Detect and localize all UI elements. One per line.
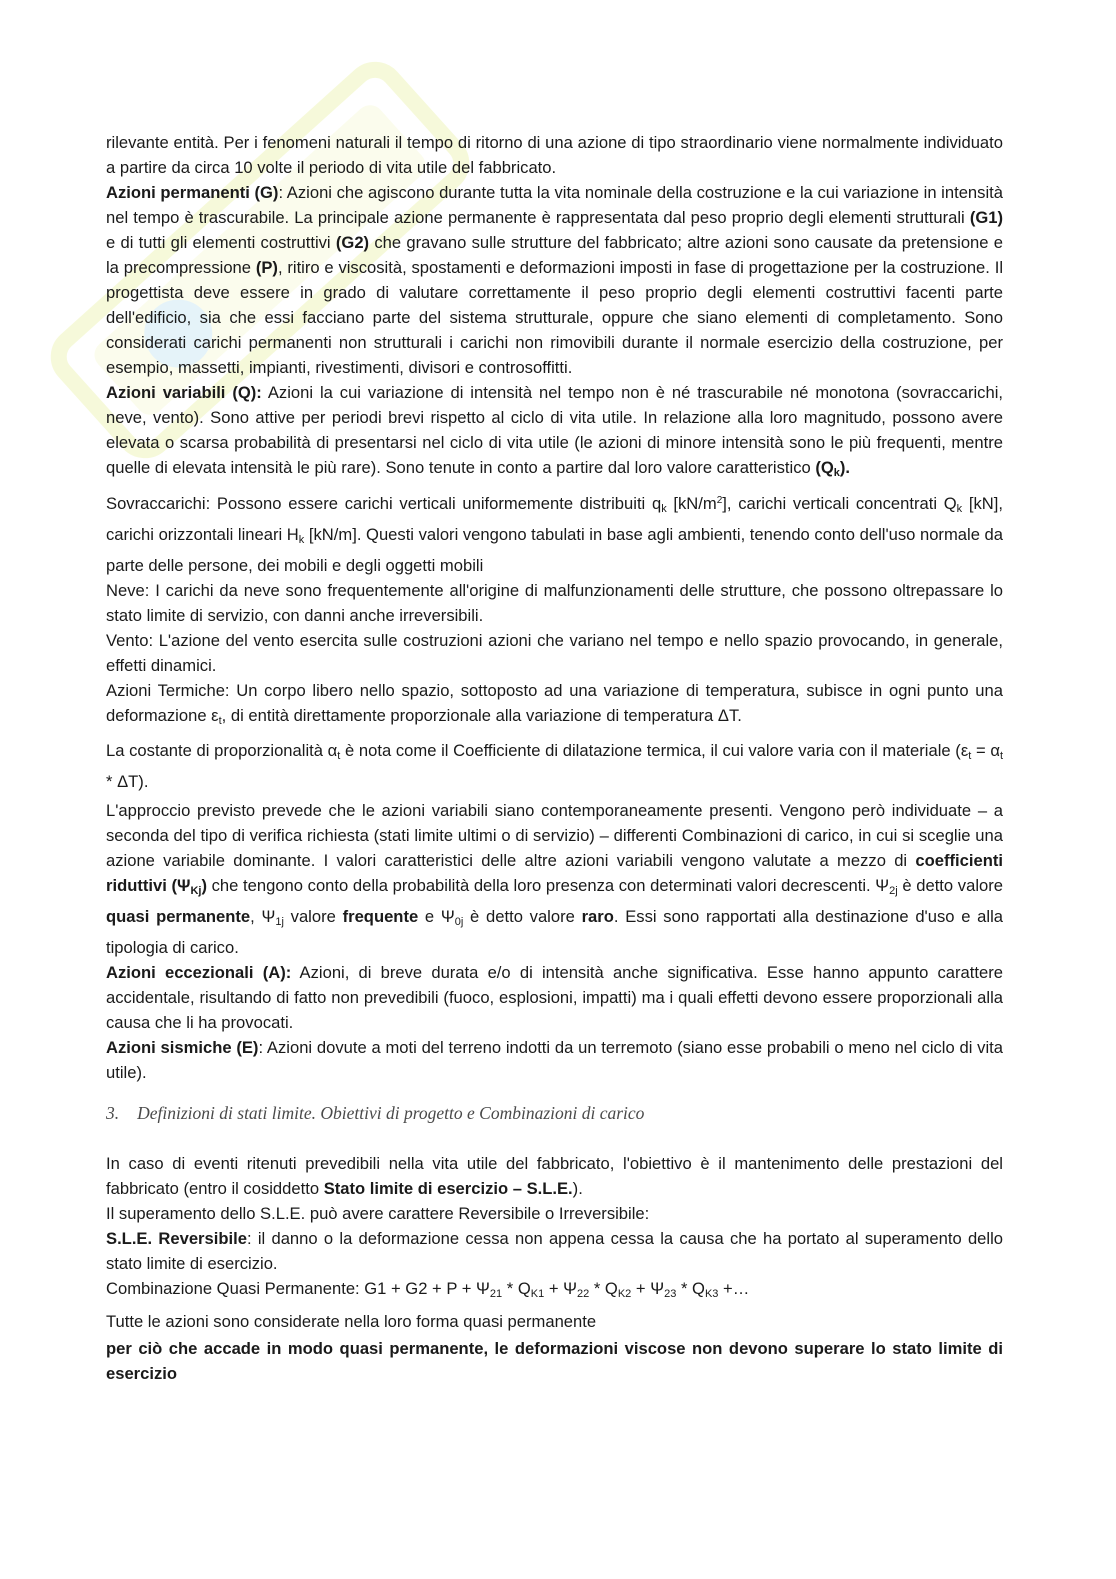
term-azioni-permanenti: Azioni permanenti (G) <box>106 183 279 202</box>
paragraph-azioni-eccezionali: Azioni eccezionali (A): Azioni, di breve durata e/o di intensità anche significativa. Esse hanno appunto carattere accidentale, risultando di fatto non prevedibili (fuoco, esplosioni, impatti) ma i quali effetti devono essere proporzionali alla causa che li ha provocati. <box>106 963 1003 1032</box>
term-sle-reversibile: S.L.E. Reversibile <box>106 1229 247 1248</box>
paragraph-vento: Vento: L'azione del vento esercita sulle costruzioni azioni che variano nel tempo e nello spazio provocando, in generale, effetti dinamici. <box>106 631 1003 675</box>
paragraph-azioni-permanenti: Azioni permanenti (G): Azioni che agiscono durante tutta la vita nominale della costruzione e la cui variazione in intensità nel tempo è trascurabile. La principale azione permanente è rappresentata dal peso proprio degli elementi strutturali (G1) e di tutti gli elementi costruttivi (G2) che gravano sulle strutture del fabbricato; altre azioni sono causate da pretensione e la precompressione (P), ritiro e viscosità, spostamenti e deformazioni imposti in fase di progettazione per la costruzione. Il progettista deve essere in grado di valutare correttamente il peso proprio degli elementi costruttivi facenti parte dell'edificio, sia che essi facciano parte del sistema strutturale, oppure che siano elementi di completamento. Sono considerati carichi permanenti non strutturali i carichi non rimovibili durante il normale esercizio della costruzione, per esempio, massetti, impianti, rivestimenti, divisori e controsoffitti. <box>106 183 1004 377</box>
paragraph-neve: Neve: I carichi da neve sono frequentemente all'origine di malfunzionamenti delle strutture, che possono oltrepassare lo stato limite di servizio, con danni anche irreversibili. <box>106 581 1003 625</box>
paragraph-tutte-le-azioni: Tutte le azioni sono considerate nella loro forma quasi permanente <box>106 1312 597 1331</box>
term-azioni-eccezionali: Azioni eccezionali (A): <box>106 963 292 982</box>
section-heading: 3. Definizioni di stati limite. Obiettivi di progetto e Combinazioni di carico <box>106 1103 645 1123</box>
paragraph-costante: La costante di proporzionalità $\alpha_t$ è nota come il Coefficiente di dilatazione termica, il cui valore varia con il materiale $(\varepsilon_t = \alpha_t * \Delta T)$. <box>106 741 1003 791</box>
term-azioni-variabili: Azioni variabili (Q): <box>106 383 262 402</box>
paragraph-azioni-variabili: Azioni variabili (Q): Azioni la cui variazione di intensità nel tempo non è né trascurabile né monotona (sovraccarichi, neve, vento). Sono attive per periodi brevi rispetto al ciclo di vita utile. In relazione alla loro magnitudo, possono avere elevata o scarsa probabilità di presentarsi nel ciclo di vita utile (le azioni di minore intensità sono le più frequenti, mentre quelle di elevata intensità le più rare). Sono tenute in conto a partire dal loro valore caratteristico $(Q_k)$. <box>106 383 1004 479</box>
paragraph-sovraccarichi: Sovraccarichi: Possono essere carichi verticali uniformemente distribuiti $q_k$ $[kN/m^2]$, carichi verticali concentrati $Q_k$ [kN], carichi orizzontali lineari $H_k$ [kN/m]. Questi valori vengono tabulati in base agli ambienti, tenendo conto dell'uso normale da parte delle persone, dei mobili e degli oggetti mobili <box>106 494 1004 575</box>
paragraph-azioni-sismiche: Azioni sismiche (E): Azioni dovute a moti del terreno indotti da un terremoto (siano esse probabili o meno nel ciclo di vita utile). <box>106 1038 1003 1082</box>
paragraph-sle-reversibile: S.L.E. Reversibile: il danno o la deformazione cessa non appena cessa la causa che ha portato al superamento dello stato limite di esercizio. <box>106 1229 1004 1273</box>
document-body <box>106 130 1003 1386</box>
paragraph-superamento: Il superamento dello S.L.E. può avere carattere Reversibile o Irreversibile: <box>106 1204 650 1223</box>
term-azioni-sismiche: Azioni sismiche (E) <box>106 1038 259 1057</box>
paragraph-eventi: In caso di eventi ritenuti prevedibili nella vita utile del fabbricato, l'obiettivo è il mantenimento delle prestazioni del fabbricato (entro il cosiddetto Stato limite di esercizio – S.L.E.). <box>106 1154 1003 1198</box>
paragraph-approccio: L'approccio previsto prevede che le azioni variabili siano contemporaneamente presenti. Vengono però individuate – a seconda del tipo di verifica richiesta (stati limite ultimi o di servizio) – differenti Combinazioni di carico, in cui si sceglie una azione variabile dominante. I valori caratteristici delle altre azioni variabili vengono valutate a mezzo di coefficienti riduttivi $(\Psi_{Kj})$ che tengono conto della probabilità della loro presenza con determinati valori decrescenti. $\Psi_{2j}$ è detto valore quasi permanente, $\Psi_{1j}$ valore frequente e $\Psi_{0j}$ è detto valore raro. Essi sono rapportati alla destinazione d'uso e alla tipologia di carico. <box>106 801 1003 957</box>
paragraph-azioni-termiche: Azioni Termiche: Un corpo libero nello spazio, sottoposto ad una variazione di temperatura, subisce in ogni punto una deformazione $\varepsilon_t$, di entità direttamente proporzionale alla variazione di temperatura ΔT. <box>106 681 1003 727</box>
paragraph-intro: rilevante entità. Per i fenomeni naturali il tempo di ritorno di una azione di tipo straordinario viene normalmente individuato a partire da circa 10 volte il periodo di vita utile del fabbricato. <box>106 133 1003 177</box>
paragraph-conclusione: per ciò che accade in modo quasi permanente, le deformazioni viscose non devono superare lo stato limite di esercizio <box>106 1339 1003 1383</box>
formula-combinazione: Combinazione Quasi Permanente: $G1 + G2 + P + \Psi_{21} * Q_{K1} + \Psi_{22} * Q_{K2} + \Psi_{23} * Q_{K3}$ +… <box>106 1279 750 1300</box>
